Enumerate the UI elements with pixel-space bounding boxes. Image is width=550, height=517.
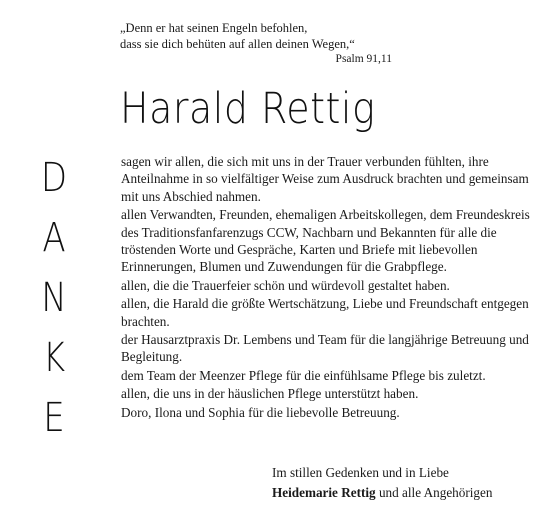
thanks-paragraph: der Hausarztpraxis Dr. Lembens und Team für die langjährige Betreuung und Begleitung.	[121, 332, 529, 365]
danke-letter-a: A	[42, 215, 66, 261]
thanks-paragraph: sagen wir allen, die sich mit uns in der Trauer verbunden fühlten, ihre Anteilnahme in so vielfältiger Weise zum Ausdruck brachten und gemeinsam mit uns Abschied nahmen.	[121, 154, 529, 204]
thanks-paragraph: allen, die Harald die größte Wertschätzung, Liebe und Freundschaft entgegen brachten.	[121, 296, 529, 329]
thanks-paragraph: allen, die die Trauerfeier schön und würdevoll gestaltet haben.	[121, 277, 450, 293]
bible-quote	[120, 20, 392, 66]
danke-letter-n: N	[41, 275, 67, 321]
quote-reference: Psalm 91,11	[335, 53, 392, 65]
signature-name: Heidemarie Rettig	[272, 485, 376, 500]
danke-vertical-word	[30, 148, 78, 448]
thanks-body	[121, 153, 541, 421]
thanks-paragraph: allen Verwandten, Freunden, ehemaligen Arbeitskollegen, dem Freundeskreis des Traditionsfanfarenzugs CCW, Nachbarn und Bekannten für alle die tröstenden Worte und Gespräche, Karten und Briefe mit liebevollen Erinnerungen, Blumen und Zuwendungen für die Grabpflege.	[121, 207, 530, 275]
danke-letter-e: E	[43, 395, 65, 441]
thanks-paragraph: Doro, Ilona und Sophia für die liebevolle Betreuung.	[121, 404, 400, 420]
signature-line: Im stillen Gedenken und in Liebe	[272, 465, 449, 480]
thanks-paragraph: allen, die uns in der häuslichen Pflege unterstützt haben.	[121, 386, 419, 402]
thanks-paragraph: dem Team der Meenzer Pflege für die einfühlsame Pflege bis zuletzt.	[121, 367, 486, 383]
quote-line-2: dass sie dich behüten auf allen deinen Wegen,“	[120, 37, 355, 51]
signature-block	[272, 463, 492, 503]
signature-rest: und alle Angehörigen	[375, 485, 493, 500]
signature-names	[272, 483, 492, 503]
deceased-name: Harald Rettig	[120, 84, 376, 134]
danke-letter-d: D	[40, 155, 68, 201]
danke-letter-k: K	[42, 335, 66, 381]
quote-line-1: „Denn er hat seinen Engeln befohlen,	[120, 21, 308, 35]
